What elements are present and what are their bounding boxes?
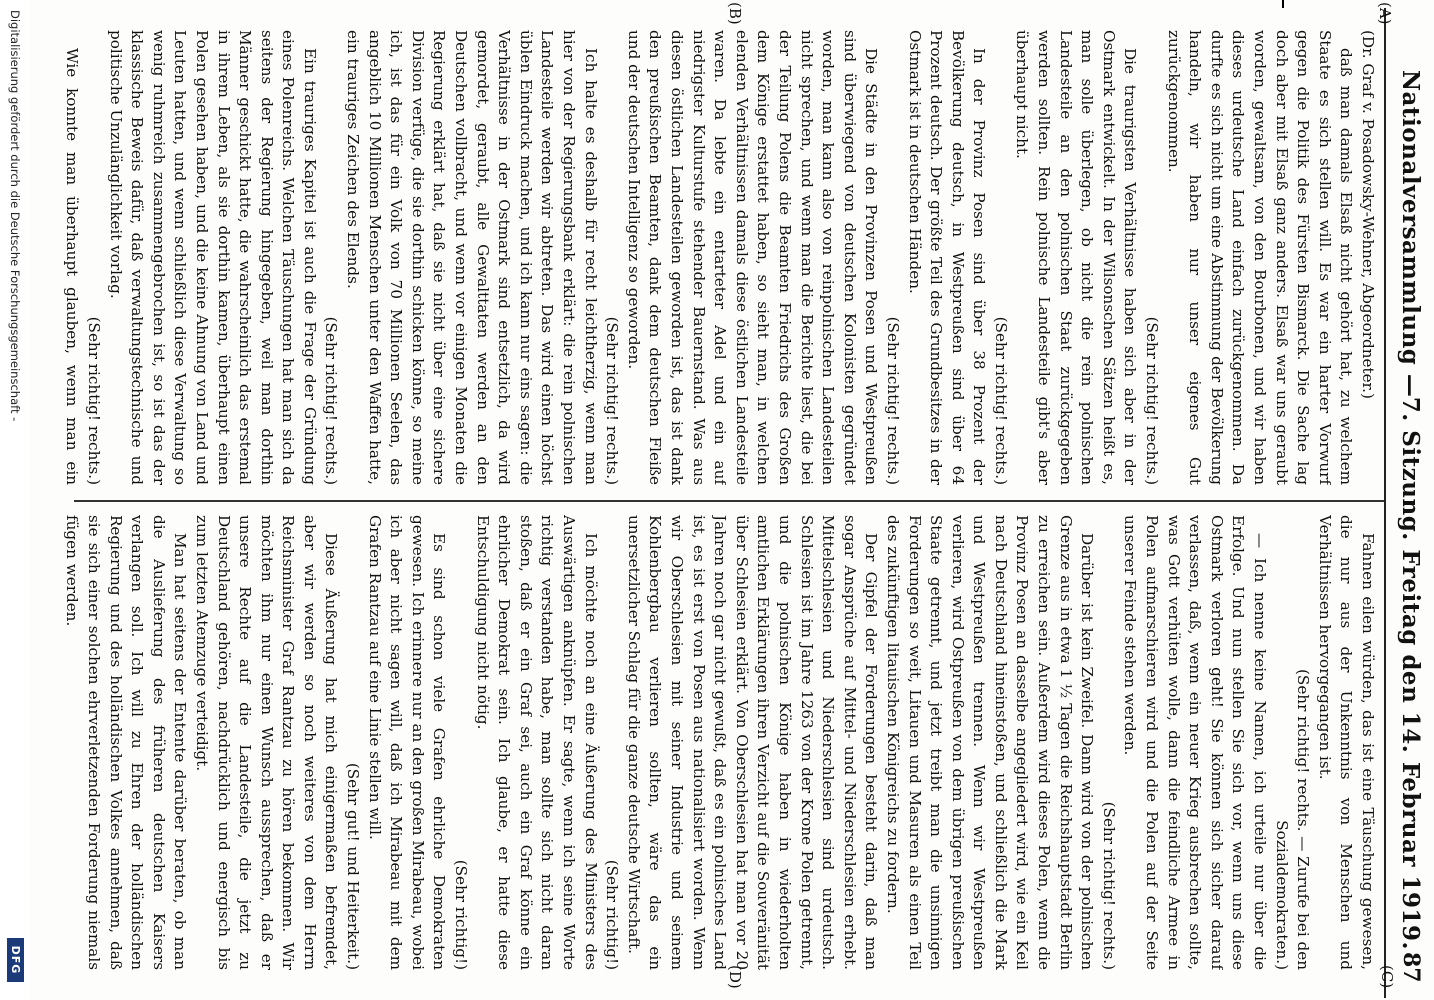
- left_column-paragraph: In der Provinz Posen sind über 38 Prozent der Bevölkerung deutsch, in Westpreußen sind über 64 Prozent deutsch. Der größte Teil des Grundbesitzes in der Ostmark ist in deutschen Händen.: [905, 30, 989, 485]
- right_column-interjection: (Sehr richtig!): [603, 859, 622, 970]
- left_column-interjection: (Sehr richtig! rechts.): [883, 316, 902, 485]
- left_column-paragraph: Wie konnte man überhaupt glauben, wenn man ein: [63, 48, 82, 485]
- dfg-logo: DFG: [7, 938, 24, 982]
- left_column-paragraph: Ich halte es deshalb für recht leichtherzig, wenn man hier von der Regierungsbank erklärt: die rein polnischen Landesteile werden wir abtreten. Das wird einen höchst üblen Eindruck machen, und ich kann nur eins sagen: die Verhältnisse in der Ostmark sind entsetzlich, da wird gemordet, geraubt, alle Gewalttaten werden an den Deutschen vollbracht, und wenn vor einigen Monaten die Regierung erklärt hat, daß sie nicht über eine sichere Division verfüge, die sie dorthin schicken könne, so meine ich, ist das für ein Volk von 70 Millionen Seelen, das angeblich 10 Millionen Menschen unter den Waffen hatte, ein trauriges Zeichen des Elends.: [344, 30, 600, 485]
- header-title-right: 7. Sitzung. Freitag den 14. Februar 1919.: [1397, 396, 1424, 950]
- page-number: 87: [1398, 952, 1424, 983]
- right_column-paragraph: Man hat seitens der Entente darüber beraten, ob man die Auslieferung des früheren deutschen Kaisers verlangen soll. Ich will zu Ehren der holländischen Regierung und des holländischen Volkes annehmen, daß sie sich einer solchen ehrverletzenden Forderung niemals fügen werden.: [63, 515, 190, 970]
- left_column-paragraph: Ein trauriges Kapitel ist auch die Frage der Gründung eines Polenreichs. Welchen Täuschungen hat man sich da seitens der Regierung hingegeben, weil man dorthin Männer geschickt hatte, die wahrscheinlich das erstemal in ihrem Leben, als sie dorthin kamen, überhaupt einen Polen gesehen haben, und die keine Ahnung von Land und Leuten hatten, und wenn schließlich diese Verwaltung so wenig ruhmreich zusammengebrochen ist, so ist das der klassische Beweis dafür, daß verwaltungstechnische und politische Unzulänglichkeit vorlag.: [106, 30, 319, 485]
- right_column-paragraph: Ich möchte noch an eine Äußerung des Ministers des Auswärtigen anknüpfen. Er sagte, wenn ich seine Worte richtig verstanden habe, man sollte sich nicht daran stoßen, daß er ein Graf sei, auch ein Graf könne ein ehrlicher Demokrat sein. Ich glaube, er hatte diese Entschuldigung nicht nötig.: [473, 515, 600, 970]
- page-header: [1394, 70, 1426, 950]
- margin-mark-b: (B): [726, 2, 744, 25]
- margin-mark-c: (C): [1378, 965, 1396, 989]
- left_column-paragraph: Die Städte in den Provinzen Posen und Westpreußen sind überwiegend von deutschen Kolonisten gegründet worden, man kann also von reinpolnischen Landesteilen nicht sprechen, und wenn man die Berichte liest, die bei der Teilung Polens die Beamten Friedrichs des Großen dem Könige erstattet haben, so sieht man, in welchen elenden Verhältnissen damals diese östlichen Landesteile waren. Da lebte ein entarteter Adel und ein auf niedrigster Kulturstufe stehender Bauernstand. Was aus diesen östlichen Landesteilen geworden ist, das ist dank den preußischen Beamten, dank dem deutschen Fleiße und der deutschen Intelligenz so geworden.: [624, 30, 881, 485]
- header-rule: [1384, 8, 1386, 998]
- right_column-interjection: (Sehr richtig! rechts. — Zurufe bei den Sozialdemokraten.): [1272, 668, 1313, 970]
- right-text-column: [58, 515, 1378, 970]
- left_column-interjection: (Sehr richtig! rechts.): [84, 316, 103, 485]
- digitization-credit: Digitalisierung gefördert durch die Deutsche Forschungsgemeinschaft -: [8, 10, 22, 422]
- right_column-paragraph: — Ich nenne keine Namen, ich urteile nur über die Erfolge. Und nun stellen Sie sich vor, wenn uns diese Ostmark verloren geht! Sie können sich sicher darauf verlassen, daß, wenn ein neuer Krieg ausbrechen sollte, was Gott verhüten wolle, dann die feindliche Armee in Polen aufmarschieren wird und die Polen auf der Seite unserer Feinde stehen werden.: [1121, 515, 1270, 970]
- left_column-interjection: (Sehr richtig! rechts.): [603, 316, 622, 485]
- right_column-paragraph: Der Gipfel der Forderungen besteht darin, daß man sogar Ansprüche auf Mittel- und Niederschlesien erhebt. Mittelschlesien und Niederschlesien sind urdeutsch. Schlesien ist im Jahre 1263 von der Krone Polen getrennt, und die polnischen Könige haben in wiederholten amtlichen Erklärungen ihren Verzicht auf die Souveränität über Schlesien erklärt. Von Oberschlesien hat man vor 20 Jahren noch gar nicht gewußt, daß es ein polnisches Land ist, es ist erst von Posen aus nationalisiert worden. Wenn wir Oberschlesien mit seiner Industrie und seinem Kohlenbergbau verlieren sollten, wäre das ein unersetzlicher Schlag für die ganze deutsche Wirtschaft.: [624, 515, 881, 970]
- right_column-paragraph: Fahnen eilen würden, das ist eine Täuschung gewesen, die nur aus der Unkenntnis von Menschen und Verhältnissen hervorgegangen ist.: [1315, 515, 1377, 970]
- scan-mark: [1282, 0, 1284, 8]
- left_column-speaker-line: (Dr. Graf v. Posadowsky-Wehner, Abgeordneter.): [1359, 30, 1377, 399]
- header-title-left: Nationalversammlung —: [1397, 70, 1424, 398]
- left_column-paragraph: Die traurigsten Verhältnisse haben sich aber in der Ostmark entwickelt. In der Wilsonschen Sätzen heißt es, man solle überlegen, ob nicht die rein polnischen Landesteile an den polnischen Staat zurückgegeben werden sollten. Rein polnische Landesteile gibt's aber überhaupt nicht.: [1013, 30, 1140, 485]
- digitization-footer: [0, 0, 29, 1000]
- right_column-paragraph: Darüber ist kein Zweifel. Dann wird von der polnischen Grenze aus in etwa 1 ½ Tagen die Reichshauptstadt Berlin zu erreichen sein. Außerdem wird dieses Polen, wenn die Provinz Posen an dasselbe angegliedert wird, wie ein Keil nach Deutschland hineinstoßen, und schließlich die Mark und Westpreußen trennen. Wenn wir Westpreußen verlieren, wird Ostpreußen von dem übrigen preußischen Staate getrennt, und jetzt treibt man die unsinnigen Forderungen so weit, Litauen und Masuren als einen Teil des zukünftigen litauischen Königreichs zu fordern.: [883, 515, 1097, 970]
- right_column-interjection: (Sehr richtig! rechts.): [1099, 801, 1118, 970]
- left-text-column: [58, 30, 1378, 485]
- margin-mark-d: (D): [726, 965, 744, 989]
- left_column-interjection: (Sehr richtig! rechts.): [322, 316, 341, 485]
- right_column-interjection: (Sehr gut! und Heiterkeit.): [344, 762, 363, 970]
- left_column-interjection: (Sehr richtig! rechts.): [991, 316, 1010, 485]
- left_column-interjection: (Sehr richtig! rechts.): [1143, 316, 1162, 485]
- column-divider: [74, 500, 1384, 502]
- left_column-paragraph: daß man damals Elsaß nicht gehört hat, zu welchem Staate es sich stellen will. Es war ein harter Vorwurf gegen die Politik des Fürsten Bismarck. Die Sache lag doch aber mit Elsaß ganz anders. Elsaß war uns geraubt worden, gewaltsam, von den Bourbonen, und wir haben dieses urdeutsche Land einfach zurückgenommen. Da durfte es sich nicht um eine Abstimmung der Bevölkerung handeln, wir haben nur unser eigenes Gut zurückgenommen.: [1164, 30, 1356, 485]
- margin-mark-a: (A): [1376, 2, 1394, 25]
- right_column-paragraph: Es sind schon viele Grafen ehrliche Demokraten gewesen. Ich erinnere nur an den großen Mirabeau, wobei ich aber nicht sagen will, daß ich Mirabeau mit dem Grafen Rantzau auf eine Linie stellen will.: [365, 515, 449, 970]
- right_column-interjection: (Sehr richtig!): [452, 859, 471, 970]
- right_column-paragraph: Diese Äußerung hat mich einigermaßen befremdet, aber wir werden so noch weiteres von dem Herrn Reichsminister Graf Rantzau zu hören bekommen. Wir möchten ihm nur einen Wunsch aussprechen, daß er unsere Rechte auf die Landesteile, die jetzt zu Deutschland gehören, nachdrücklich und energisch bis zum letzten Atemzuge verteidigt.: [192, 515, 341, 970]
